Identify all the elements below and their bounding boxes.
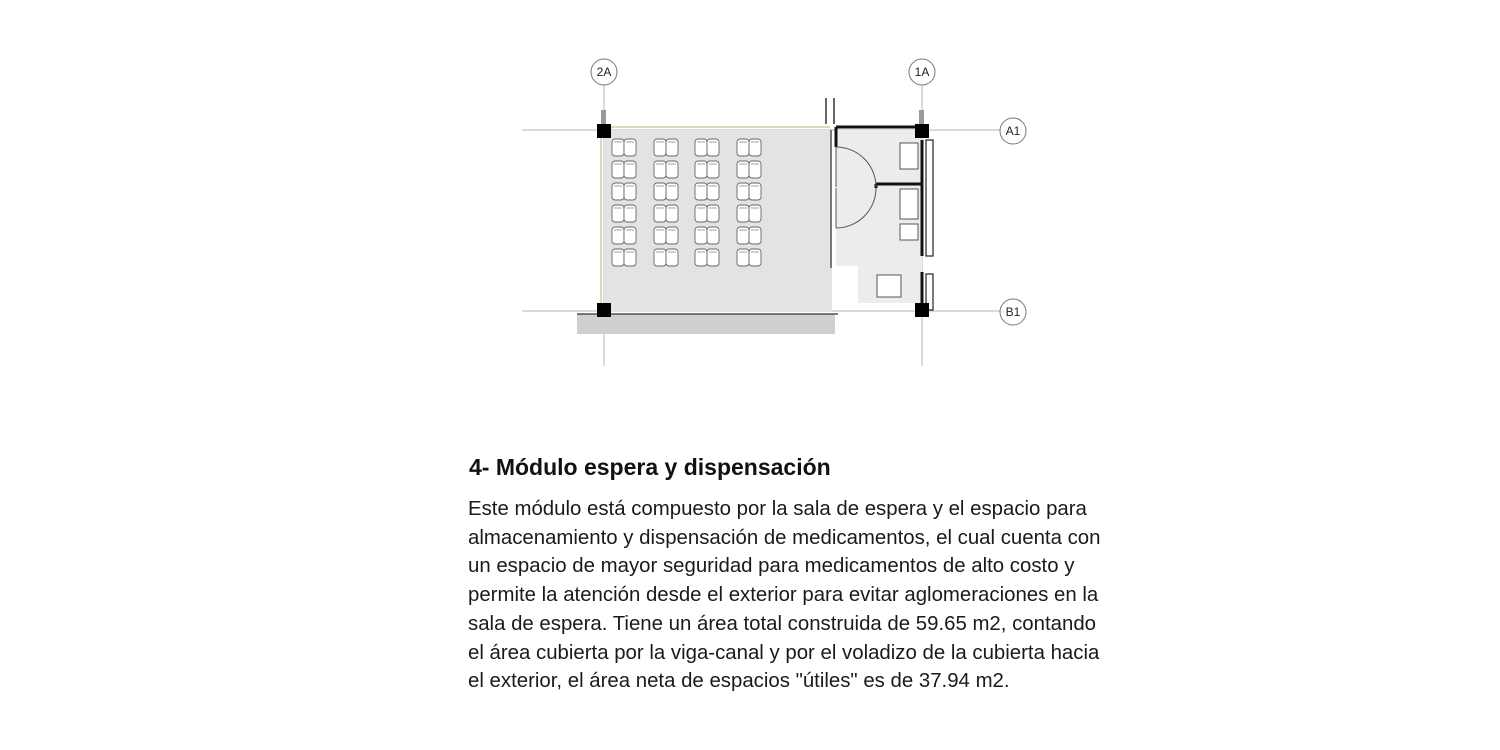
- svg-text:2A: 2A: [596, 65, 612, 79]
- chair: [737, 139, 749, 156]
- chair: [707, 139, 719, 156]
- chair: [654, 249, 666, 266]
- chair: [654, 183, 666, 200]
- chair: [624, 205, 636, 222]
- roof-edge-marks: [826, 98, 834, 124]
- chair: [612, 227, 624, 244]
- chair: [737, 249, 749, 266]
- chair: [624, 161, 636, 178]
- chair: [654, 139, 666, 156]
- svg-text:B1: B1: [1005, 305, 1021, 319]
- chair: [737, 183, 749, 200]
- chair: [612, 183, 624, 200]
- chair: [612, 139, 624, 156]
- chair: [695, 183, 707, 200]
- chair: [624, 139, 636, 156]
- chair: [707, 249, 719, 266]
- paragraph-line: el exterior, el área neta de espacios "útiles" es de 37.94 m2.: [468, 670, 1010, 693]
- chair: [695, 249, 707, 266]
- paragraph-line: el área cubierta por la viga-canal y por el voladizo de la cubierta hacia: [468, 641, 1100, 664]
- chair: [749, 139, 761, 156]
- chair: [695, 139, 707, 156]
- chair: [666, 205, 678, 222]
- exterior-wall-panel: [926, 140, 933, 310]
- chair: [612, 205, 624, 222]
- paragraph-line: un espacio de mayor seguridad para medicamentos de alto costo y: [468, 555, 1075, 578]
- chair: [707, 183, 719, 200]
- section-paragraph: [468, 495, 1158, 696]
- chair: [666, 161, 678, 178]
- chair: [707, 227, 719, 244]
- section-heading: 4- Módulo espera y dispensación: [469, 454, 831, 480]
- chair: [612, 161, 624, 178]
- chair: [737, 205, 749, 222]
- chair: [654, 161, 666, 178]
- svg-text:A1: A1: [1005, 124, 1021, 138]
- chair: [666, 227, 678, 244]
- chair: [612, 249, 624, 266]
- grid-bubble-B1: [1000, 299, 1026, 325]
- grid-bubble-1A: [909, 59, 935, 85]
- paragraph-line: almacenamiento y dispensación de medicamentos, el cual cuenta con: [468, 526, 1101, 549]
- chair: [695, 161, 707, 178]
- chair: [707, 205, 719, 222]
- grid-bubble-2A: [591, 59, 617, 85]
- chair: [654, 205, 666, 222]
- chair: [737, 161, 749, 178]
- chair: [749, 205, 761, 222]
- paragraph-line: sala de espera. Tiene un área total construida de 59.65 m2, contando: [468, 612, 1097, 635]
- chair: [666, 249, 678, 266]
- chair: [624, 183, 636, 200]
- paragraph-line: Este módulo está compuesto por la sala de espera y el espacio para: [468, 498, 1087, 520]
- chair: [695, 227, 707, 244]
- paragraph-line: permite la atención desde el exterior para evitar aglomeraciones en la: [468, 584, 1099, 607]
- chair: [666, 183, 678, 200]
- chair: [654, 227, 666, 244]
- chair: [749, 183, 761, 200]
- chair: [666, 139, 678, 156]
- chair: [624, 249, 636, 266]
- chair: [624, 227, 636, 244]
- grid-bubble-A1: [1000, 118, 1026, 144]
- chair: [749, 227, 761, 244]
- chair: [749, 161, 761, 178]
- chair: [695, 205, 707, 222]
- chair: [707, 161, 719, 178]
- svg-text:1A: 1A: [914, 65, 930, 79]
- chair: [749, 249, 761, 266]
- canopy-strip: [577, 314, 835, 334]
- column-stubs: [601, 110, 924, 124]
- chair: [737, 227, 749, 244]
